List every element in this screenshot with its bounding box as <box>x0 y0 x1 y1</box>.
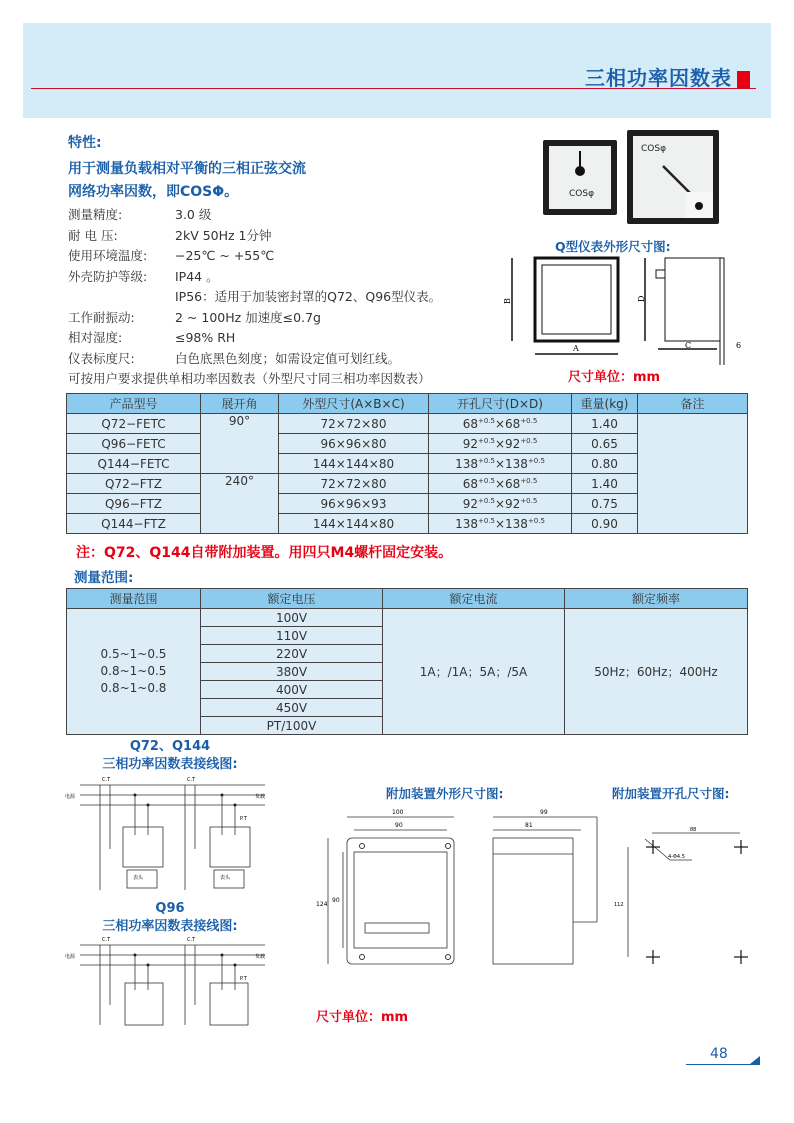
features-heading: 特性: <box>68 135 102 151</box>
attachment-outline-title: 附加装置外形尺寸图: <box>386 786 504 801</box>
tolerance: +0.5 <box>477 416 495 425</box>
hole-cell: $92^{+0.5}\times 92^{+0.5}$ <box>429 494 572 514</box>
model-cell: Q144−FETC <box>67 454 201 474</box>
meter-head-label: 表头 <box>133 875 144 881</box>
range-cell <box>67 609 201 735</box>
dimension-unit: 尺寸单位：mm <box>568 370 661 385</box>
spec-value: IP44 。 <box>175 268 219 284</box>
page-number-underline <box>686 1064 760 1065</box>
header-cell: 额定电压 <box>201 589 383 609</box>
weight-cell: 0.75 <box>572 494 638 514</box>
wiring-title-line: Q96 <box>155 901 185 916</box>
dim-90-height: 90 <box>332 897 340 904</box>
tolerance: +0.5 <box>477 476 495 485</box>
intro-line: 网络功率因数，即COSΦ。 <box>68 184 239 200</box>
attachment-hole-drawing <box>610 820 790 970</box>
range-heading: 测量范围: <box>74 570 134 586</box>
page-title: 三相功率因数表 <box>585 66 732 90</box>
hole-cell: $138^{+0.5}\times 138^{+0.5}$ <box>429 454 572 474</box>
size-cell: 96×96×93 <box>279 494 429 514</box>
voltage-cell: 450V <box>201 699 383 717</box>
attachment-outline-drawing <box>310 802 600 972</box>
spec-value: −25℃ ~ +55℃ <box>175 248 275 263</box>
spec-key: 相对湿度: <box>68 330 123 345</box>
tolerance: +0.5 <box>477 436 495 445</box>
header-cell: 开孔尺寸(D×D) <box>429 394 572 414</box>
hole-value: 92 <box>505 496 521 511</box>
title-marker <box>737 71 750 88</box>
spec-row <box>68 328 441 349</box>
dim-100: 100 <box>392 809 404 816</box>
page-corner-marker <box>750 1056 760 1064</box>
attachment-unit: 尺寸单位：mm <box>316 1010 409 1025</box>
meter-photo-small <box>543 140 617 215</box>
range-value: 0.8~1~0.8 <box>100 681 167 695</box>
load-label: 负载 <box>255 954 266 960</box>
meter-photo-large <box>627 130 719 224</box>
tolerance: +0.5 <box>527 456 545 465</box>
model-cell: Q96−FETC <box>67 434 201 454</box>
size-cell: 96×96×80 <box>279 434 429 454</box>
hole-value: 92 <box>462 496 478 511</box>
dim-label-b: B <box>503 298 512 304</box>
header-cell: 产品型号 <box>67 394 201 414</box>
table-row <box>67 414 748 434</box>
dim-label-d: D <box>637 295 646 302</box>
hole-value: 68 <box>462 476 478 491</box>
spec-row <box>68 349 441 370</box>
spec-row <box>68 287 441 308</box>
wiring-title-line: Q72、Q144 <box>129 739 211 754</box>
table-header-row <box>67 589 748 609</box>
header-cell: 额定电流 <box>383 589 565 609</box>
spec-value: 2 ~ 100Hz 加速度≤0.7g <box>175 309 321 325</box>
weight-cell: 0.90 <box>572 514 638 534</box>
range-value: 0.5~1~0.5 <box>100 647 167 661</box>
header-cell: 额定频率 <box>565 589 748 609</box>
tolerance: +0.5 <box>477 496 495 505</box>
spec-key <box>68 287 175 308</box>
angle-cell: 90° <box>201 414 279 474</box>
spec-key: 测量精度: <box>68 207 123 222</box>
tolerance: +0.5 <box>520 496 538 505</box>
remark-cell <box>638 414 748 534</box>
spec-key: 耐 电 压: <box>68 227 118 243</box>
ct-label: C.T <box>187 777 196 783</box>
voltage-cell: 400V <box>201 681 383 699</box>
spec-row <box>68 205 441 226</box>
meter-label: COSφ <box>641 144 667 154</box>
features-intro <box>68 158 306 204</box>
range-table <box>66 588 748 735</box>
wiring-diagram-q72 <box>65 775 275 895</box>
tolerance: +0.5 <box>477 516 495 525</box>
spec-row <box>68 246 441 267</box>
voltage-cell: 100V <box>201 609 383 627</box>
meter-face <box>633 136 713 218</box>
hole-value: 92 <box>505 436 521 451</box>
ct-label: C.T <box>187 937 196 943</box>
tolerance: +0.5 <box>520 416 538 425</box>
load-label: 负载 <box>255 794 266 800</box>
single-phase-note: 可按用户要求提供单相功率因数表（外型尺寸同三相功率因数表） <box>68 371 431 386</box>
weight-cell: 1.40 <box>572 414 638 434</box>
dim-112: 112 <box>614 902 624 908</box>
spec-row <box>68 308 441 329</box>
dim-label-6: 6 <box>736 341 742 350</box>
dim-label-a: A <box>573 344 579 353</box>
page-number: 48 <box>710 1046 728 1062</box>
voltage-cell: 380V <box>201 663 383 681</box>
spec-value: ≤98% RH <box>175 330 236 345</box>
dim-label-c: C <box>685 341 692 350</box>
spec-list <box>68 205 441 390</box>
dim-124: 124 <box>316 901 328 908</box>
spec-key: 工作耐振动: <box>68 309 135 325</box>
weight-cell: 1.40 <box>572 474 638 494</box>
voltage-cell: 110V <box>201 627 383 645</box>
spec-row <box>68 226 441 247</box>
frequency-cell: 50Hz；60Hz；400Hz <box>565 609 748 735</box>
dim-90: 90 <box>395 822 403 829</box>
wiring-title-line: 三相功率因数表接线图: <box>102 757 238 772</box>
dim-81: 81 <box>525 822 533 829</box>
hole-value: 68 <box>505 476 521 491</box>
tolerance: +0.5 <box>527 516 545 525</box>
table-header-row <box>67 394 748 414</box>
pt-label: P.T <box>240 976 247 982</box>
model-cell: Q96−FTZ <box>67 494 201 514</box>
source-label: 电源 <box>65 954 76 960</box>
angle-cell: 240° <box>201 474 279 534</box>
range-value: 0.8~1~0.5 <box>100 664 167 678</box>
wiring-title-line: 三相功率因数表接线图: <box>102 919 238 934</box>
voltage-cell: 220V <box>201 645 383 663</box>
meter-label: COSφ <box>569 189 595 199</box>
dim-99: 99 <box>540 809 548 816</box>
table-row <box>67 609 748 627</box>
hole-value: 68 <box>505 416 521 431</box>
size-cell: 144×144×80 <box>279 454 429 474</box>
spec-value: IP56：适用于加装密封罩的Q72、Q96型仪表。 <box>175 289 442 304</box>
dim-88: 88 <box>690 827 697 833</box>
ct-label: C.T <box>102 937 111 943</box>
spec-value: 3.0 级 <box>175 207 212 222</box>
tolerance: +0.5 <box>477 456 495 465</box>
hole-cell: $68^{+0.5}\times 68^{+0.5}$ <box>429 414 572 434</box>
tolerance: +0.5 <box>520 436 538 445</box>
ct-label: C.T <box>102 777 111 783</box>
header-cell: 重量(kg) <box>572 394 638 414</box>
meter-dial <box>549 146 611 209</box>
hole-cell: $92^{+0.5}\times 92^{+0.5}$ <box>429 434 572 454</box>
hole-value: 68 <box>462 416 478 431</box>
spec-value: 2kV 50Hz 1分钟 <box>175 227 272 243</box>
spec-key: 仪表标度尺: <box>68 350 135 366</box>
model-cell: Q72−FETC <box>67 414 201 434</box>
pt-label: P.T <box>240 816 247 822</box>
hole-cell: $138^{+0.5}\times 138^{+0.5}$ <box>429 514 572 534</box>
hole-value: 138 <box>455 456 478 471</box>
source-label: 电源 <box>65 794 76 800</box>
meter-head-label: 表头 <box>220 875 231 881</box>
weight-cell: 0.65 <box>572 434 638 454</box>
voltage-cell: PT/100V <box>201 717 383 735</box>
spec-key: 外壳防护等级: <box>68 268 148 284</box>
attachment-hole-title: 附加装置开孔尺寸图: <box>612 786 730 801</box>
model-cell: Q144−FTZ <box>67 514 201 534</box>
hole-value: 138 <box>505 456 528 471</box>
meter-dimension-drawing <box>500 250 780 365</box>
wiring-title-q72 <box>70 738 270 774</box>
spec-key: 使用环境温度: <box>68 248 148 263</box>
current-cell: 1A；/1A；5A；/5A <box>383 609 565 735</box>
model-cell: Q72−FTZ <box>67 474 201 494</box>
hole-spec: 4-Φ4.5 <box>668 854 685 860</box>
hole-cell: $68^{+0.5}\times 68^{+0.5}$ <box>429 474 572 494</box>
meter-dial <box>633 136 713 218</box>
wiring-title-q96 <box>70 900 270 936</box>
header-cell: 备注 <box>638 394 748 414</box>
hole-value: 138 <box>505 516 528 531</box>
dimension-figure-title: Q型仪表外形尺寸图: <box>555 239 671 254</box>
models-table <box>66 393 748 534</box>
wiring-diagram-q96 <box>65 935 275 1030</box>
weight-cell: 0.80 <box>572 454 638 474</box>
hole-value: 92 <box>462 436 478 451</box>
size-cell: 72×72×80 <box>279 474 429 494</box>
header-cell: 测量范围 <box>67 589 201 609</box>
installation-note: 注：Q72、Q144自带附加装置。用四只M4螺杆固定安装。 <box>76 545 453 561</box>
header-cell: 外型尺寸(A×B×C) <box>279 394 429 414</box>
meter-face <box>549 146 611 209</box>
intro-line: 用于测量负载相对平衡的三相正弦交流 <box>68 161 306 177</box>
size-cell: 72×72×80 <box>279 414 429 434</box>
hole-value: 138 <box>455 516 478 531</box>
spec-value: 白色底黑色刻度；如需设定值可划红线。 <box>175 350 401 366</box>
tolerance: +0.5 <box>520 476 538 485</box>
spec-row <box>68 267 441 288</box>
header-cell: 展开角 <box>201 394 279 414</box>
size-cell: 144×144×80 <box>279 514 429 534</box>
